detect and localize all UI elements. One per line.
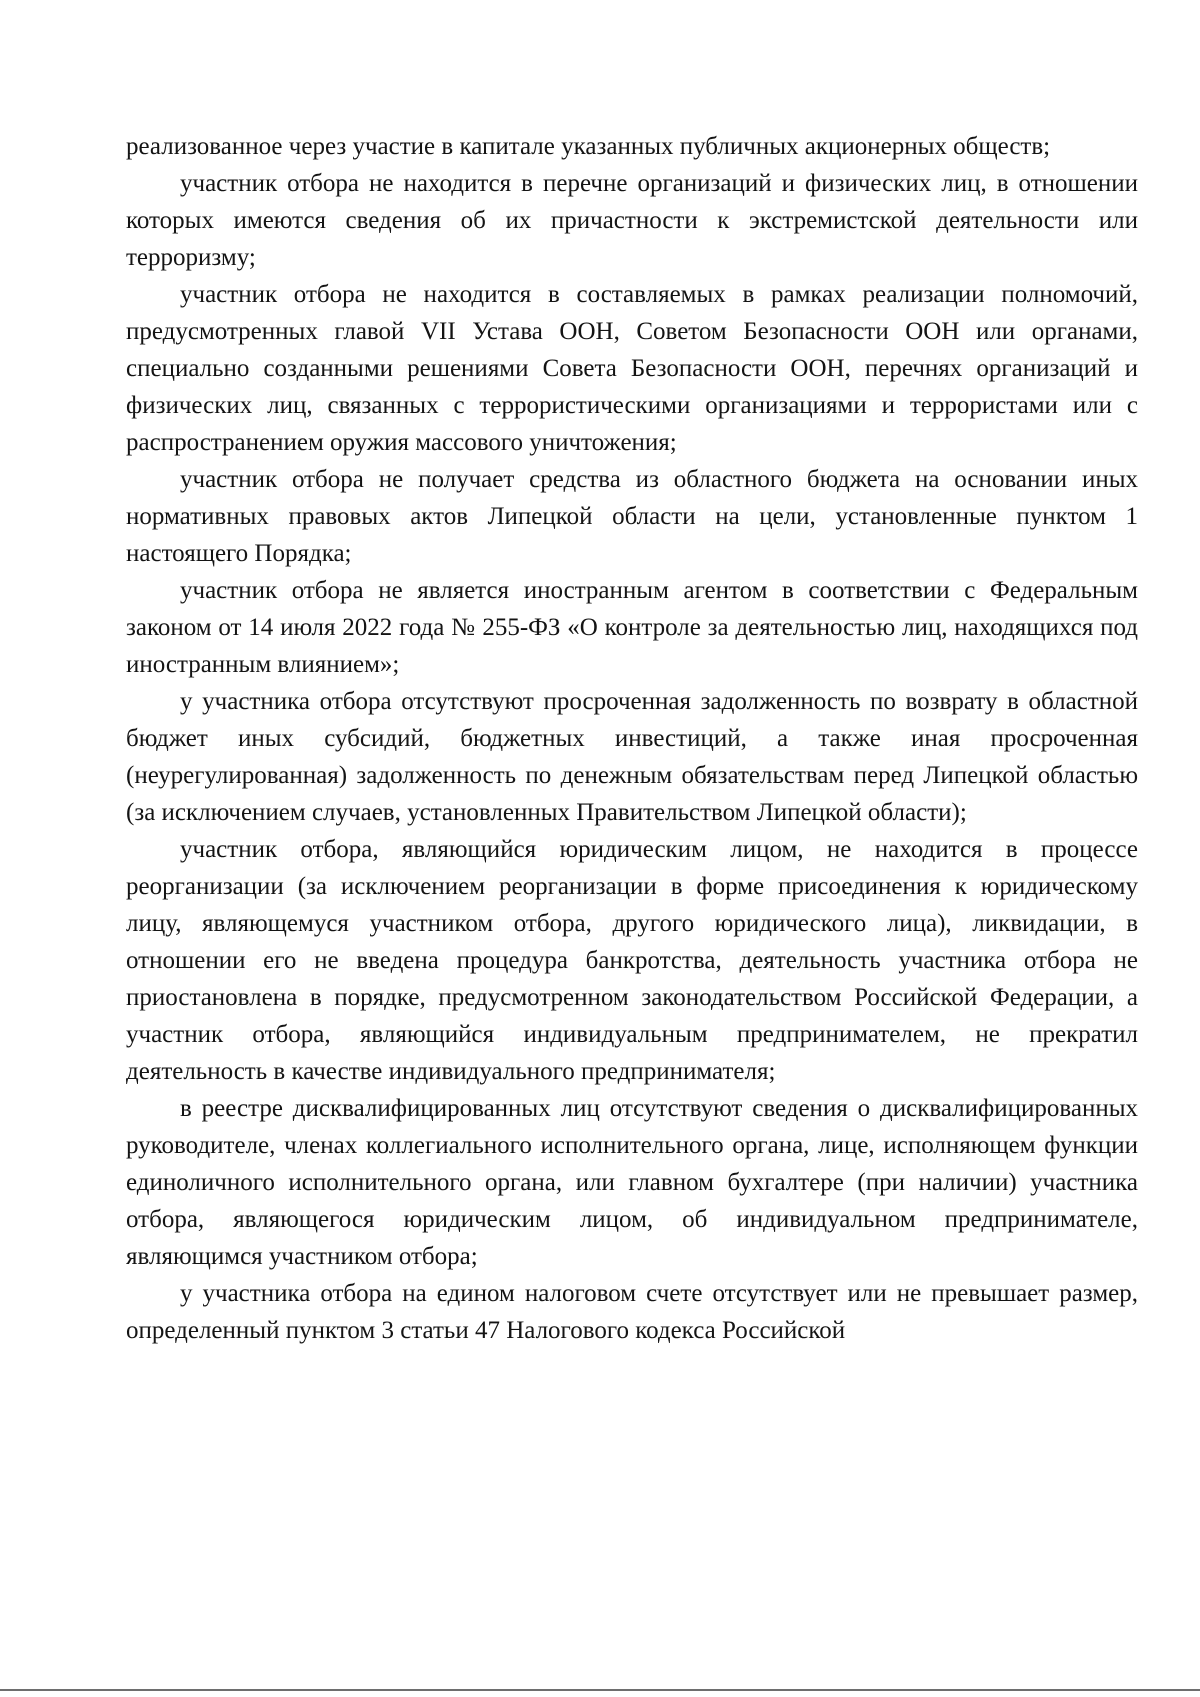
paragraph-disqualified-persons: в реестре дисквалифицированных лиц отсутствуют сведения о дисквалифицированных руководителе, членах коллегиального исполнительного органа, лице, исполняющем функции единоличного исполнительного органа, или главном бухгалтере (при наличии) участника отбора, являющегося юридическим лицом, об индивидуальном предпринимателе, являющимся участником отбора;: [126, 1095, 1138, 1270]
paragraph-tax-account: у участника отбора на едином налоговом счете отсутствует или не превышает размер, определенный пунктом 3 статьи 47 Налогового кодекса Российской: [126, 1280, 1138, 1344]
paragraph-un-sanctions-list: участник отбора не находится в составляемых в рамках реализации полномочий, предусмотренных главой VII Устава ООН, Советом Безопасности ООН или органами, специально созданными решениями Совета Безопасности ООН, перечнях организаций и физических лиц, связанных с террористическими организациями и террористами или с распространением оружия массового уничтожения;: [126, 281, 1138, 456]
paragraph-overdue-debt: у участника отбора отсутствуют просроченная задолженность по возврату в областной бюджет иных субсидий, бюджетных инвестиций, а также иная просроченная (неурегулированная) задолженность по денежным обязательствам перед Липецкой областью (за исключением случаев, установленных Правительством Липецкой области);: [126, 688, 1138, 826]
bottom-scan-edge-line: [0, 1689, 1200, 1691]
document-body: [126, 128, 1138, 1349]
paragraph-regional-budget-funds: участник отбора не получает средства из областного бюджета на основании иных нормативных правовых актов Липецкой области на цели, установленные пунктом 1 настоящего Порядка;: [126, 466, 1138, 567]
paragraph-reorganization: участник отбора, являющийся юридическим лицом, не находится в процессе реорганизации (за исключением реорганизации в форме присоединения к юридическому лицу, являющемуся участником отбора, другого юридического лица), ликвидации, в отношении его не введена процедура банкротства, деятельность участника отбора не приостановлена в порядке, предусмотренном законодательством Российской Федерации, а участник отбора, являющийся индивидуальным предпринимателем, не прекратил деятельность в качестве индивидуального предпринимателя;: [126, 836, 1138, 1085]
paragraph-foreign-agent: участник отбора не является иностранным агентом в соответствии с Федеральным законом от 14 июля 2022 года № 255-ФЗ «О контроле за деятельностью лиц, находящихся под иностранным влиянием»;: [126, 577, 1138, 678]
paragraph-extremism-list: участник отбора не находится в перечне организаций и физических лиц, в отношении которых имеются сведения об их причастности к экстремистской деятельности или терроризму;: [126, 170, 1138, 271]
paragraph-continuation: реализованное через участие в капитале указанных публичных акционерных обществ;: [126, 133, 1051, 160]
